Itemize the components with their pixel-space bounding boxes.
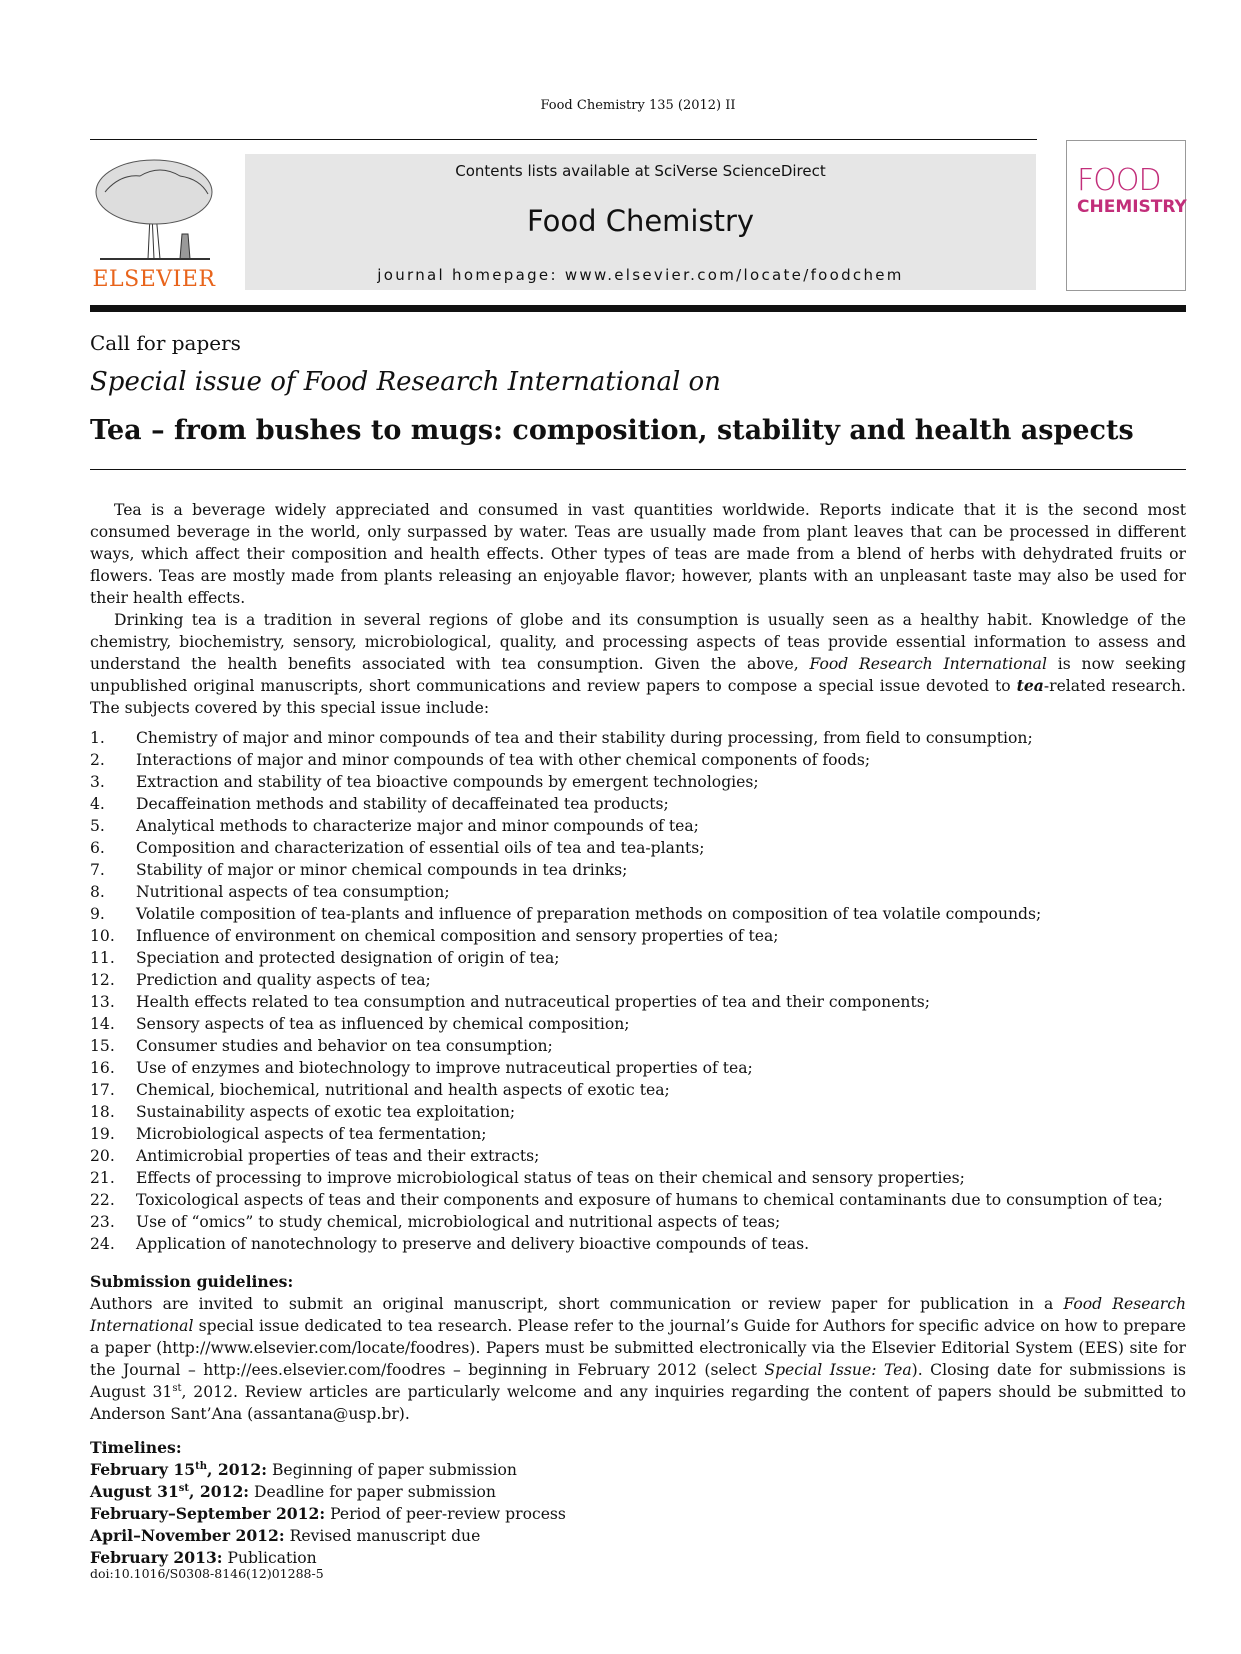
submission-heading: Submission guidelines: bbox=[90, 1272, 294, 1291]
topic-text: Effects of processing to improve microbiological status of teas on their chemical and sensory properties; bbox=[136, 1169, 965, 1187]
topic-item bbox=[90, 1233, 1186, 1255]
topic-number: 6. bbox=[90, 839, 105, 857]
topic-number: 12. bbox=[90, 971, 115, 989]
contents-line: Contents lists available at SciVerse ScienceDirect bbox=[455, 162, 826, 180]
topic-number: 23. bbox=[90, 1213, 115, 1231]
topic-text: Use of enzymes and biotechnology to improve nutraceutical properties of tea; bbox=[136, 1059, 753, 1077]
topic-item bbox=[90, 991, 1186, 1013]
topic-text: Analytical methods to characterize major and minor compounds of tea; bbox=[136, 817, 699, 835]
topic-text: Speciation and protected designation of origin of tea; bbox=[136, 949, 560, 967]
timeline-row bbox=[90, 1459, 1186, 1481]
topic-number: 13. bbox=[90, 993, 115, 1011]
topic-number: 10. bbox=[90, 927, 115, 945]
topic-item bbox=[90, 1013, 1186, 1035]
topic-item bbox=[90, 793, 1186, 815]
journal-title: Food Chemistry bbox=[526, 204, 755, 238]
topic-number: 24. bbox=[90, 1235, 115, 1253]
topic-item bbox=[90, 859, 1186, 881]
topic-item bbox=[90, 837, 1186, 859]
title-rule bbox=[90, 469, 1186, 470]
topic-number: 19. bbox=[90, 1125, 115, 1143]
topic-text: Decaffeination methods and stability of decaffeinated tea products; bbox=[136, 795, 669, 813]
topic-number: 15. bbox=[90, 1037, 115, 1055]
topic-item bbox=[90, 881, 1186, 903]
submission-guidelines bbox=[90, 1271, 1186, 1425]
topic-number: 5. bbox=[90, 817, 105, 835]
topic-number: 3. bbox=[90, 773, 105, 791]
topic-number: 17. bbox=[90, 1081, 115, 1099]
topic-text: Volatile composition of tea-plants and influence of preparation methods on composition of tea volatile compounds; bbox=[136, 905, 1042, 923]
topic-item bbox=[90, 1101, 1186, 1123]
topic-text: Toxicological aspects of teas and their components and exposure of humans to chemical contaminants due to consumption of tea; bbox=[136, 1191, 1163, 1209]
timeline-date: February 2013: bbox=[90, 1548, 223, 1567]
topic-item bbox=[90, 815, 1186, 837]
timeline-text: Beginning of paper submission bbox=[267, 1461, 517, 1479]
cover-title-food: FOOD bbox=[1077, 163, 1161, 198]
article-type: Call for papers bbox=[90, 331, 241, 355]
topic-item bbox=[90, 1189, 1186, 1211]
topic-text: Antimicrobial properties of teas and their extracts; bbox=[136, 1147, 540, 1165]
paragraph-1: Tea is a beverage widely appreciated and consumed in vast quantities worldwide. Reports indicate that it is the second most consumed beverage in the world, only surpassed by water. Teas are usually made from plant leaves that can be processed in different ways, which affect their composition and health effects. Other types of teas are made from a blend of herbs with dehydrated fruits or flowers. Teas are mostly made from plants releasing an enjoyable flavor; however, plants with an unpleasant taste may also be used for their health effects. bbox=[90, 501, 1186, 607]
timeline-text: Period of peer-review process bbox=[325, 1505, 566, 1523]
topic-item bbox=[90, 925, 1186, 947]
topic-item bbox=[90, 1035, 1186, 1057]
topic-item bbox=[90, 749, 1186, 771]
topic-text: Stability of major or minor chemical compounds in tea drinks; bbox=[136, 861, 628, 879]
topic-number: 18. bbox=[90, 1103, 115, 1121]
running-head: Food Chemistry 135 (2012) II bbox=[540, 98, 736, 113]
topic-text: Sustainability aspects of exotic tea exploitation; bbox=[136, 1103, 516, 1121]
topic-item bbox=[90, 1211, 1186, 1233]
topic-text: Consumer studies and behavior on tea consumption; bbox=[136, 1037, 553, 1055]
publisher-name: ELSEVIER bbox=[92, 267, 216, 292]
submission-text: Authors are invited to submit an original manuscript, short communication or review paper for publication in a Food Research International special issue dedicated to tea research. Please refer to the journal’s Guide for Authors for specific advice on how to prepare a paper (http://www.elsevier.com/locate/foodres). Papers must be submitted electronically via the Elsevier Editorial System (EES) site for the Journal – http://ees.elsevier.com/foodres – beginning in February 2012 (select Special Issue: Tea). Closing date for submissions is August 31st, 2012. Review articles are particularly welcome and any inquiries regarding the content of papers should be submitted to Anderson Sant’Ana (assantana@usp.br). bbox=[90, 1295, 1186, 1423]
topic-number: 2. bbox=[90, 751, 105, 769]
topic-text: Sensory aspects of tea as influenced by chemical composition; bbox=[136, 1015, 630, 1033]
topic-item bbox=[90, 1057, 1186, 1079]
timeline-text: Publication bbox=[222, 1549, 317, 1567]
topic-number: 1. bbox=[90, 729, 105, 747]
topic-text: Chemistry of major and minor compounds of tea and their stability during processing, from field to consumption; bbox=[136, 729, 1033, 747]
topic-item bbox=[90, 771, 1186, 793]
journal-header bbox=[90, 140, 1186, 290]
topic-number: 22. bbox=[90, 1191, 115, 1209]
timelines bbox=[90, 1437, 1186, 1569]
timeline-row bbox=[90, 1525, 1186, 1547]
topic-item bbox=[90, 903, 1186, 925]
topic-number: 8. bbox=[90, 883, 105, 901]
elsevier-logo bbox=[90, 154, 218, 294]
topic-item bbox=[90, 947, 1186, 969]
topic-text: Use of “omics” to study chemical, microbiological and nutritional aspects of teas; bbox=[136, 1213, 781, 1231]
cover-title-chemistry: CHEMISTRY bbox=[1077, 197, 1187, 217]
timeline-date: February–September 2012: bbox=[90, 1504, 326, 1523]
topic-item bbox=[90, 727, 1186, 749]
topic-text: Health effects related to tea consumption and nutraceutical properties of tea and their components; bbox=[136, 993, 930, 1011]
article-subtitle: Special issue of Food Research International on bbox=[90, 367, 721, 397]
timeline-row bbox=[90, 1503, 1186, 1525]
topic-number: 7. bbox=[90, 861, 105, 879]
journal-homepage: journal homepage: www.elsevier.com/locate/foodchem bbox=[377, 266, 904, 284]
doi[interactable]: doi:10.1016/S0308-8146(12)01288-5 bbox=[90, 1566, 324, 1581]
topic-text: Chemical, biochemical, nutritional and health aspects of exotic tea; bbox=[136, 1081, 670, 1099]
timeline-date: February 15th, 2012: bbox=[90, 1460, 268, 1479]
topic-item bbox=[90, 969, 1186, 991]
topic-item bbox=[90, 1145, 1186, 1167]
timelines-heading: Timelines: bbox=[90, 1438, 182, 1457]
timeline-date: August 31st, 2012: bbox=[90, 1482, 250, 1501]
timeline-row bbox=[90, 1481, 1186, 1503]
topic-number: 11. bbox=[90, 949, 115, 967]
elsevier-tree-icon bbox=[90, 154, 218, 264]
topic-number: 16. bbox=[90, 1059, 115, 1077]
topic-number: 14. bbox=[90, 1015, 115, 1033]
topic-text: Application of nanotechnology to preserve and delivery bioactive compounds of teas. bbox=[136, 1235, 810, 1253]
topics-list bbox=[90, 727, 1186, 1255]
topic-item bbox=[90, 1123, 1186, 1145]
topic-text: Influence of environment on chemical composition and sensory properties of tea; bbox=[136, 927, 779, 945]
topic-number: 20. bbox=[90, 1147, 115, 1165]
timeline-text: Revised manuscript due bbox=[284, 1527, 481, 1545]
topic-text: Extraction and stability of tea bioactive compounds by emergent technologies; bbox=[136, 773, 759, 791]
journal-banner bbox=[245, 154, 1036, 290]
topic-number: 21. bbox=[90, 1169, 115, 1187]
topic-item bbox=[90, 1079, 1186, 1101]
topic-number: 9. bbox=[90, 905, 105, 923]
article-body bbox=[90, 499, 1186, 1569]
article-title: Tea – from bushes to mugs: composition, stability and health aspects bbox=[90, 415, 1134, 446]
thick-rule bbox=[90, 305, 1186, 312]
topic-text: Interactions of major and minor compounds of tea with other chemical components of foods; bbox=[136, 751, 871, 769]
journal-cover bbox=[1066, 140, 1186, 291]
topic-text: Prediction and quality aspects of tea; bbox=[136, 971, 431, 989]
timeline-date: April–November 2012: bbox=[90, 1526, 285, 1545]
topic-text: Microbiological aspects of tea fermentation; bbox=[136, 1125, 487, 1143]
topic-text: Nutritional aspects of tea consumption; bbox=[136, 883, 450, 901]
topic-number: 4. bbox=[90, 795, 105, 813]
timeline-text: Deadline for paper submission bbox=[249, 1483, 496, 1501]
topic-text: Composition and characterization of essential oils of tea and tea-plants; bbox=[136, 839, 705, 857]
paragraph-2: Drinking tea is a tradition in several regions of globe and its consumption is usually seen as a healthy habit. Knowledge of the chemistry, biochemistry, sensory, microbiological, quality, and processing aspects of teas provide essential information to assess and understand the health benefits associated with tea consumption. Given the above, Food Research International is now seeking unpublished original manuscripts, short communications and review papers to compose a special issue devoted to tea-related research. The subjects covered by this special issue include: bbox=[90, 611, 1187, 717]
topic-item bbox=[90, 1167, 1186, 1189]
